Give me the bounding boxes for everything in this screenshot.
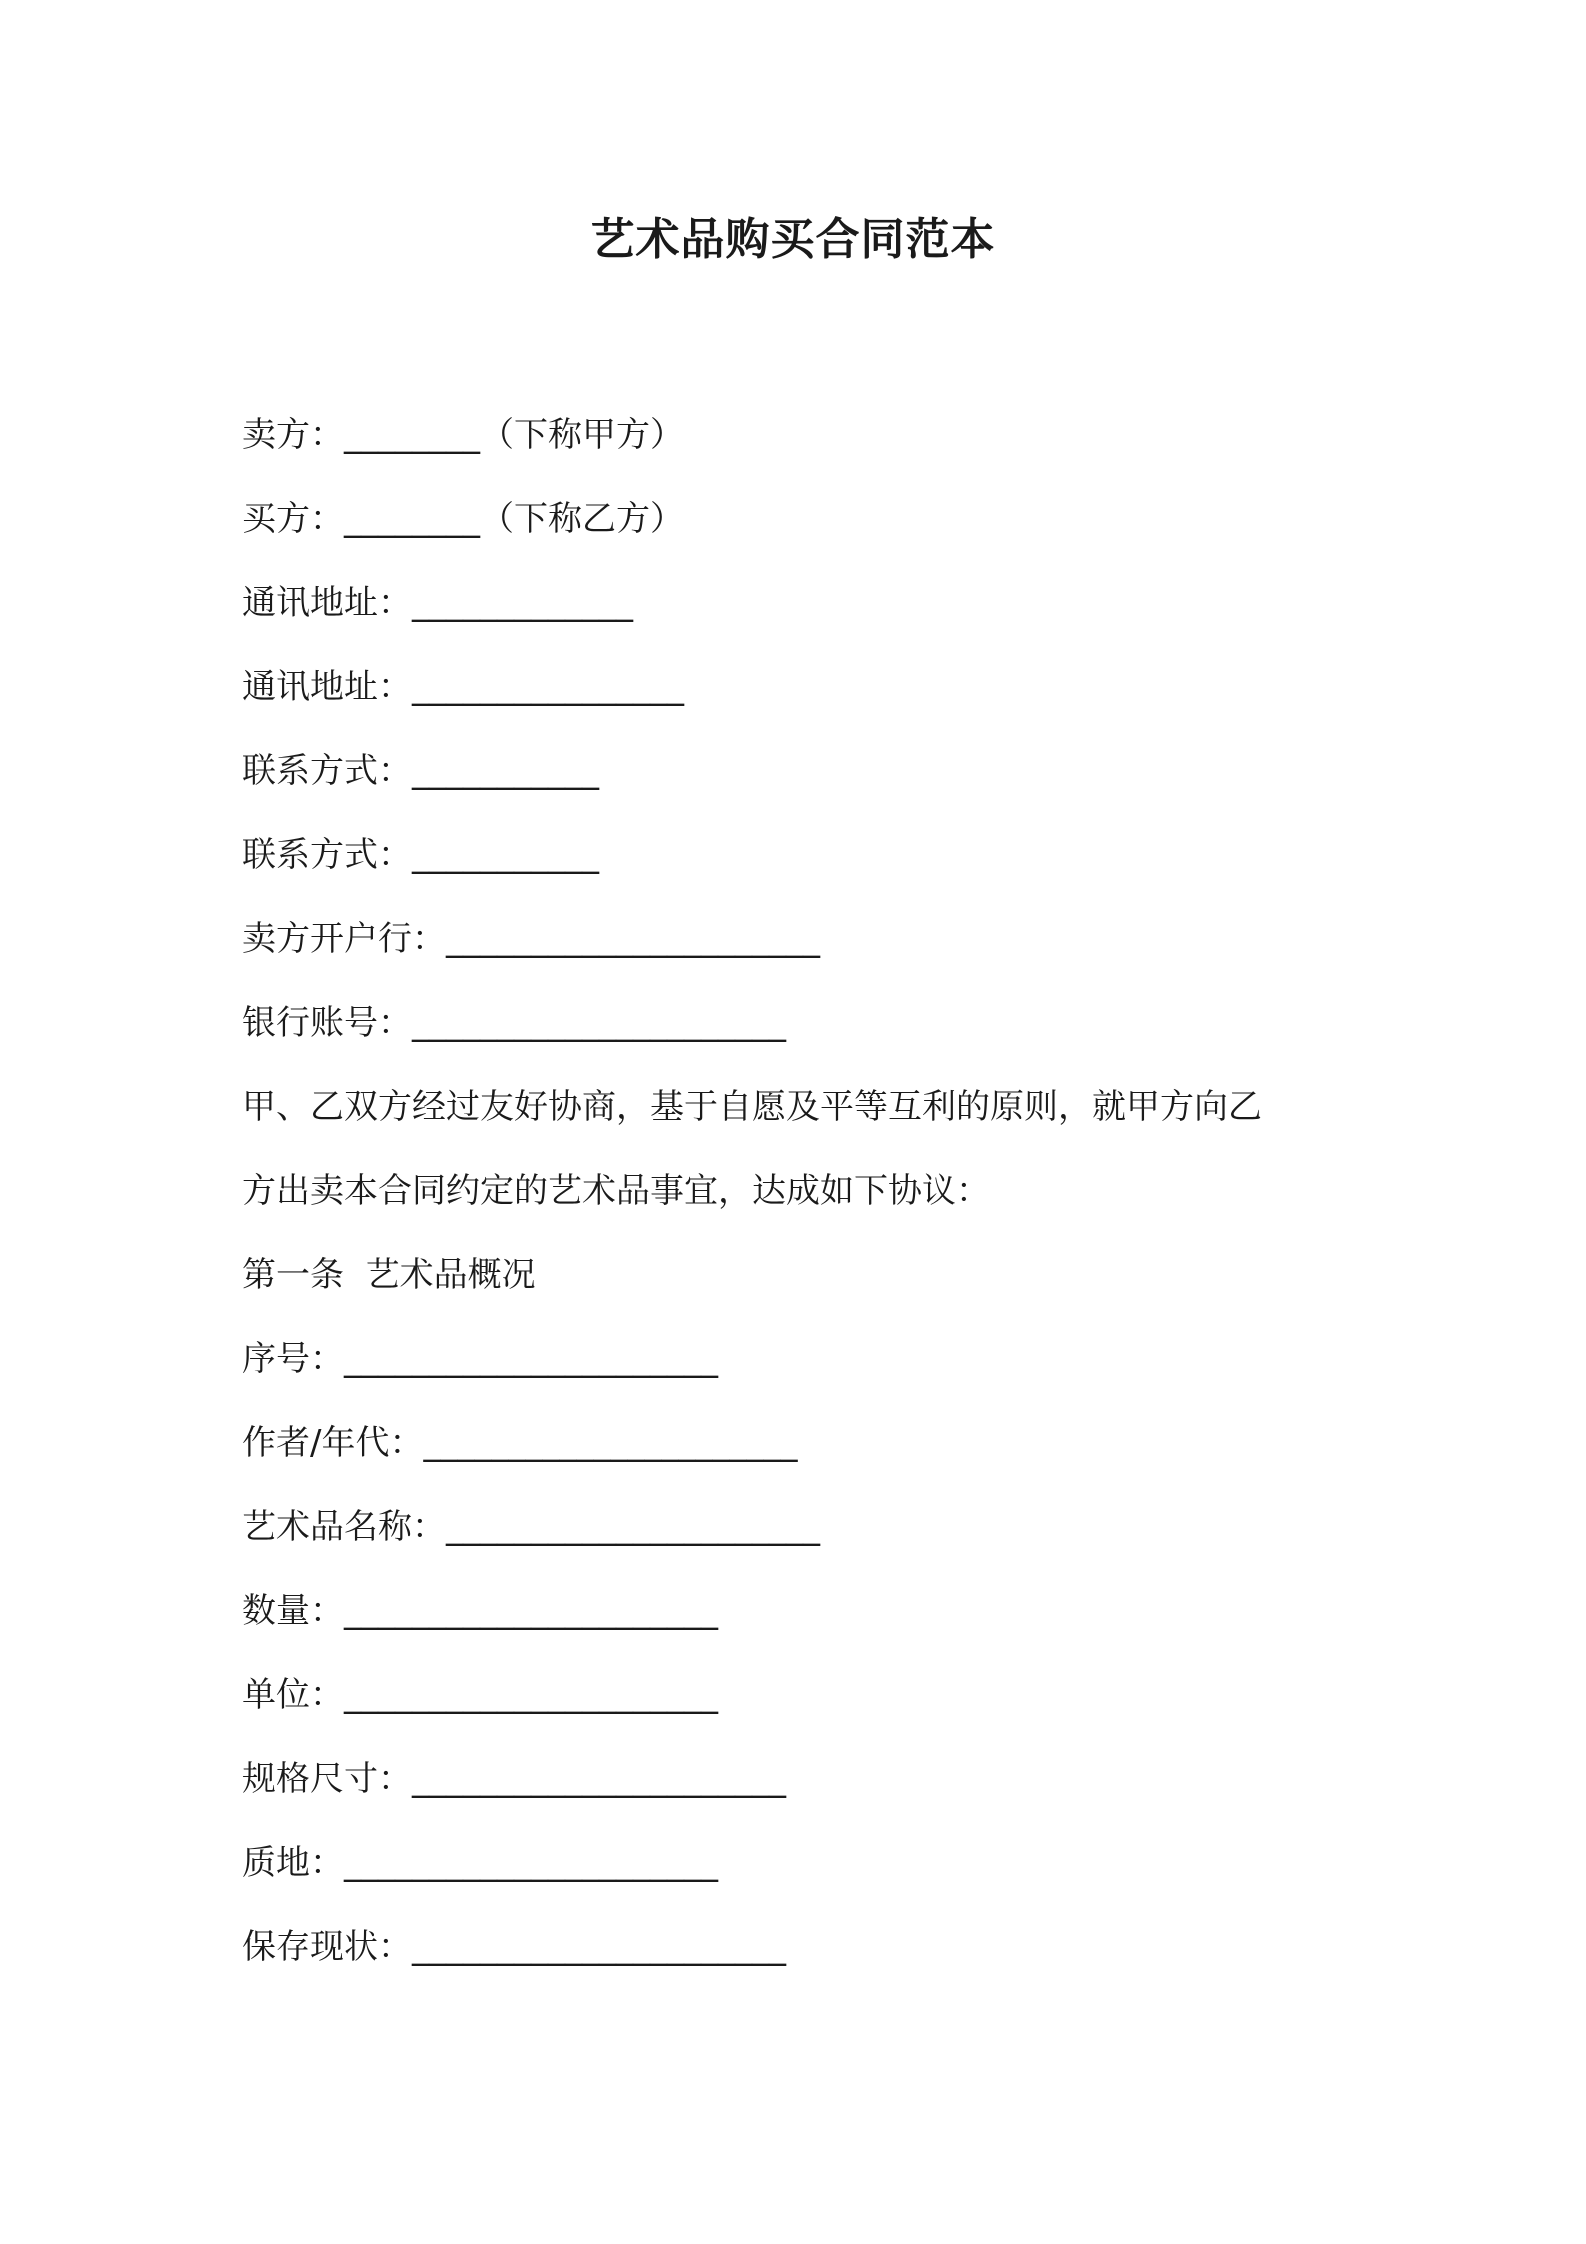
seller-line: 卖方：________（下称甲方） [242,415,684,455]
document-body [242,405,1362,2001]
document-title: 艺术品购买合同范本 [590,214,996,265]
agreement-paragraph-line-2: 方出卖本合同约定的艺术品事宜，达成如下协议： [242,1171,990,1211]
author-era-line: 作者/年代：______________________ [242,1423,798,1463]
serial-number-line: 序号：______________________ [242,1339,718,1379]
contact-line-1: 联系方式：___________ [242,751,599,791]
artwork-name-line: 艺术品名称：______________________ [242,1507,820,1547]
address-line-2: 通讯地址：________________ [242,667,684,707]
bank-account-line: 银行账号：______________________ [242,1003,786,1043]
buyer-line: 买方：________（下称乙方） [242,499,684,539]
article-1-heading: 第一条 艺术品概况 [242,1255,536,1295]
quantity-line: 数量：______________________ [242,1591,718,1631]
dimensions-line: 规格尺寸：______________________ [242,1759,786,1799]
seller-bank-line: 卖方开户行：______________________ [242,919,820,959]
unit-line: 单位：______________________ [242,1675,718,1715]
condition-line: 保存现状：______________________ [242,1927,786,1967]
contact-line-2: 联系方式：___________ [242,835,599,875]
material-line: 质地：______________________ [242,1843,718,1883]
agreement-paragraph-line-1: 甲、乙双方经过友好协商，基于自愿及平等互利的原则，就甲方向乙 [242,1087,1262,1127]
address-line-1: 通讯地址：_____________ [242,583,633,623]
